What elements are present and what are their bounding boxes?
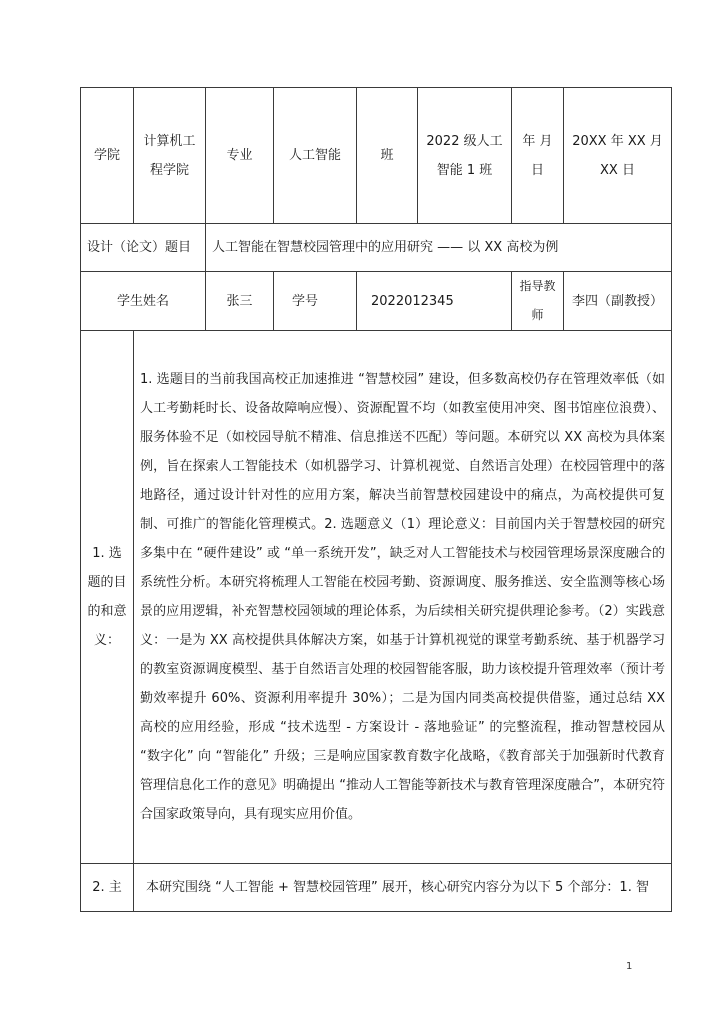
section-content-label: 2. 主 <box>81 864 134 912</box>
major-label: 专业 <box>206 88 274 224</box>
student-id-value: 2022012345 <box>357 272 512 331</box>
advisor-value: 李四（副教授） <box>564 272 672 331</box>
thesis-title-value: 人工智能在智慧校园管理中的应用研究 —— 以 XX 高校为例 <box>206 224 672 272</box>
major-value: 人工智能 <box>274 88 357 224</box>
section-purpose-content: 1. 选题目的当前我国高校正加速推进 “智慧校园” 建设，但多数高校仍存在管理效率低（如人工考勤耗时长、设备故障响应慢）、资源配置不均（如教室使用冲突、图书馆座位浪费）、服务体验不足（如校园导航不精准、信息推送不匹配）等问题。本研究以 XX 高校为具体案例，旨在探索人工智能技术（如机器学习、计算机视觉、自然语言处理）在校园管理中的落地路径，通过设计针对性的应用方案，解决当前智慧校园建设中的痛点，为高校提供可复制、可推广的智能化管理模式。2. 选题意义（1）理论意义：目前国内关于智慧校园的研究多集中在 “硬件建设” 或 “单一系统开发”，缺乏对人工智能技术与校园管理场景深度融合的系统性分析。本研究将梳理人工智能在校园考勤、资源调度、服务推送、安全监测等核心场景的应用逻辑，补充智慧校园领域的理论体系，为后续相关研究提供理论参考。（2）实践意义：一是为 XX 高校提供具体解决方案，如基于计算机视觉的课堂考勤系统、基于机器学习的教室资源调度模型、基于自然语言处理的校园智能客服，助力该校提升管理效率（预计考勤效率提升 60%、资源利用率提升 30%）；二是为国内同类高校提供借鉴，通过总结 XX 高校的应用经验，形成 “技术选型 - 方案设计 - 落地验证” 的完整流程，推动智慧校园从 “数字化” 向 “智能化” 升级；三是响应国家教育数字化战略，《教育部关于加强新时代教育管理信息化工作的意见》明确提出 “推动人工智能等新技术与教育管理深度融合”，本研究符合国家政策导向，具有现实应用价值。 <box>134 331 672 864</box>
date-label: 年 月 日 <box>512 88 564 224</box>
student-name-label: 学生姓名 <box>81 272 206 331</box>
section-content-row <box>81 864 672 912</box>
section-content-text: 本研究围绕 “人工智能 + 智慧校园管理” 展开，核心研究内容分为以下 5 个部分：1. 智 <box>134 864 672 912</box>
page-number: 1 <box>626 961 633 972</box>
college-value: 计算机工程学院 <box>134 88 206 224</box>
student-row <box>81 272 672 331</box>
title-row <box>81 224 672 272</box>
section-purpose-row <box>81 331 672 864</box>
class-value: 2022 级人工智能 1 班 <box>418 88 512 224</box>
header-row <box>81 88 672 224</box>
thesis-title-label: 设计（论文）题目 <box>81 224 206 272</box>
student-id-label: 学号 <box>274 272 357 331</box>
college-label: 学院 <box>81 88 134 224</box>
advisor-label: 指导教师 <box>512 272 564 331</box>
class-label: 班 <box>357 88 418 224</box>
date-value: 20XX 年 XX 月 XX 日 <box>564 88 672 224</box>
student-name-value: 张三 <box>206 272 274 331</box>
thesis-proposal-form <box>80 87 672 912</box>
section-purpose-label: 1. 选题的目的和意义： <box>81 331 134 864</box>
